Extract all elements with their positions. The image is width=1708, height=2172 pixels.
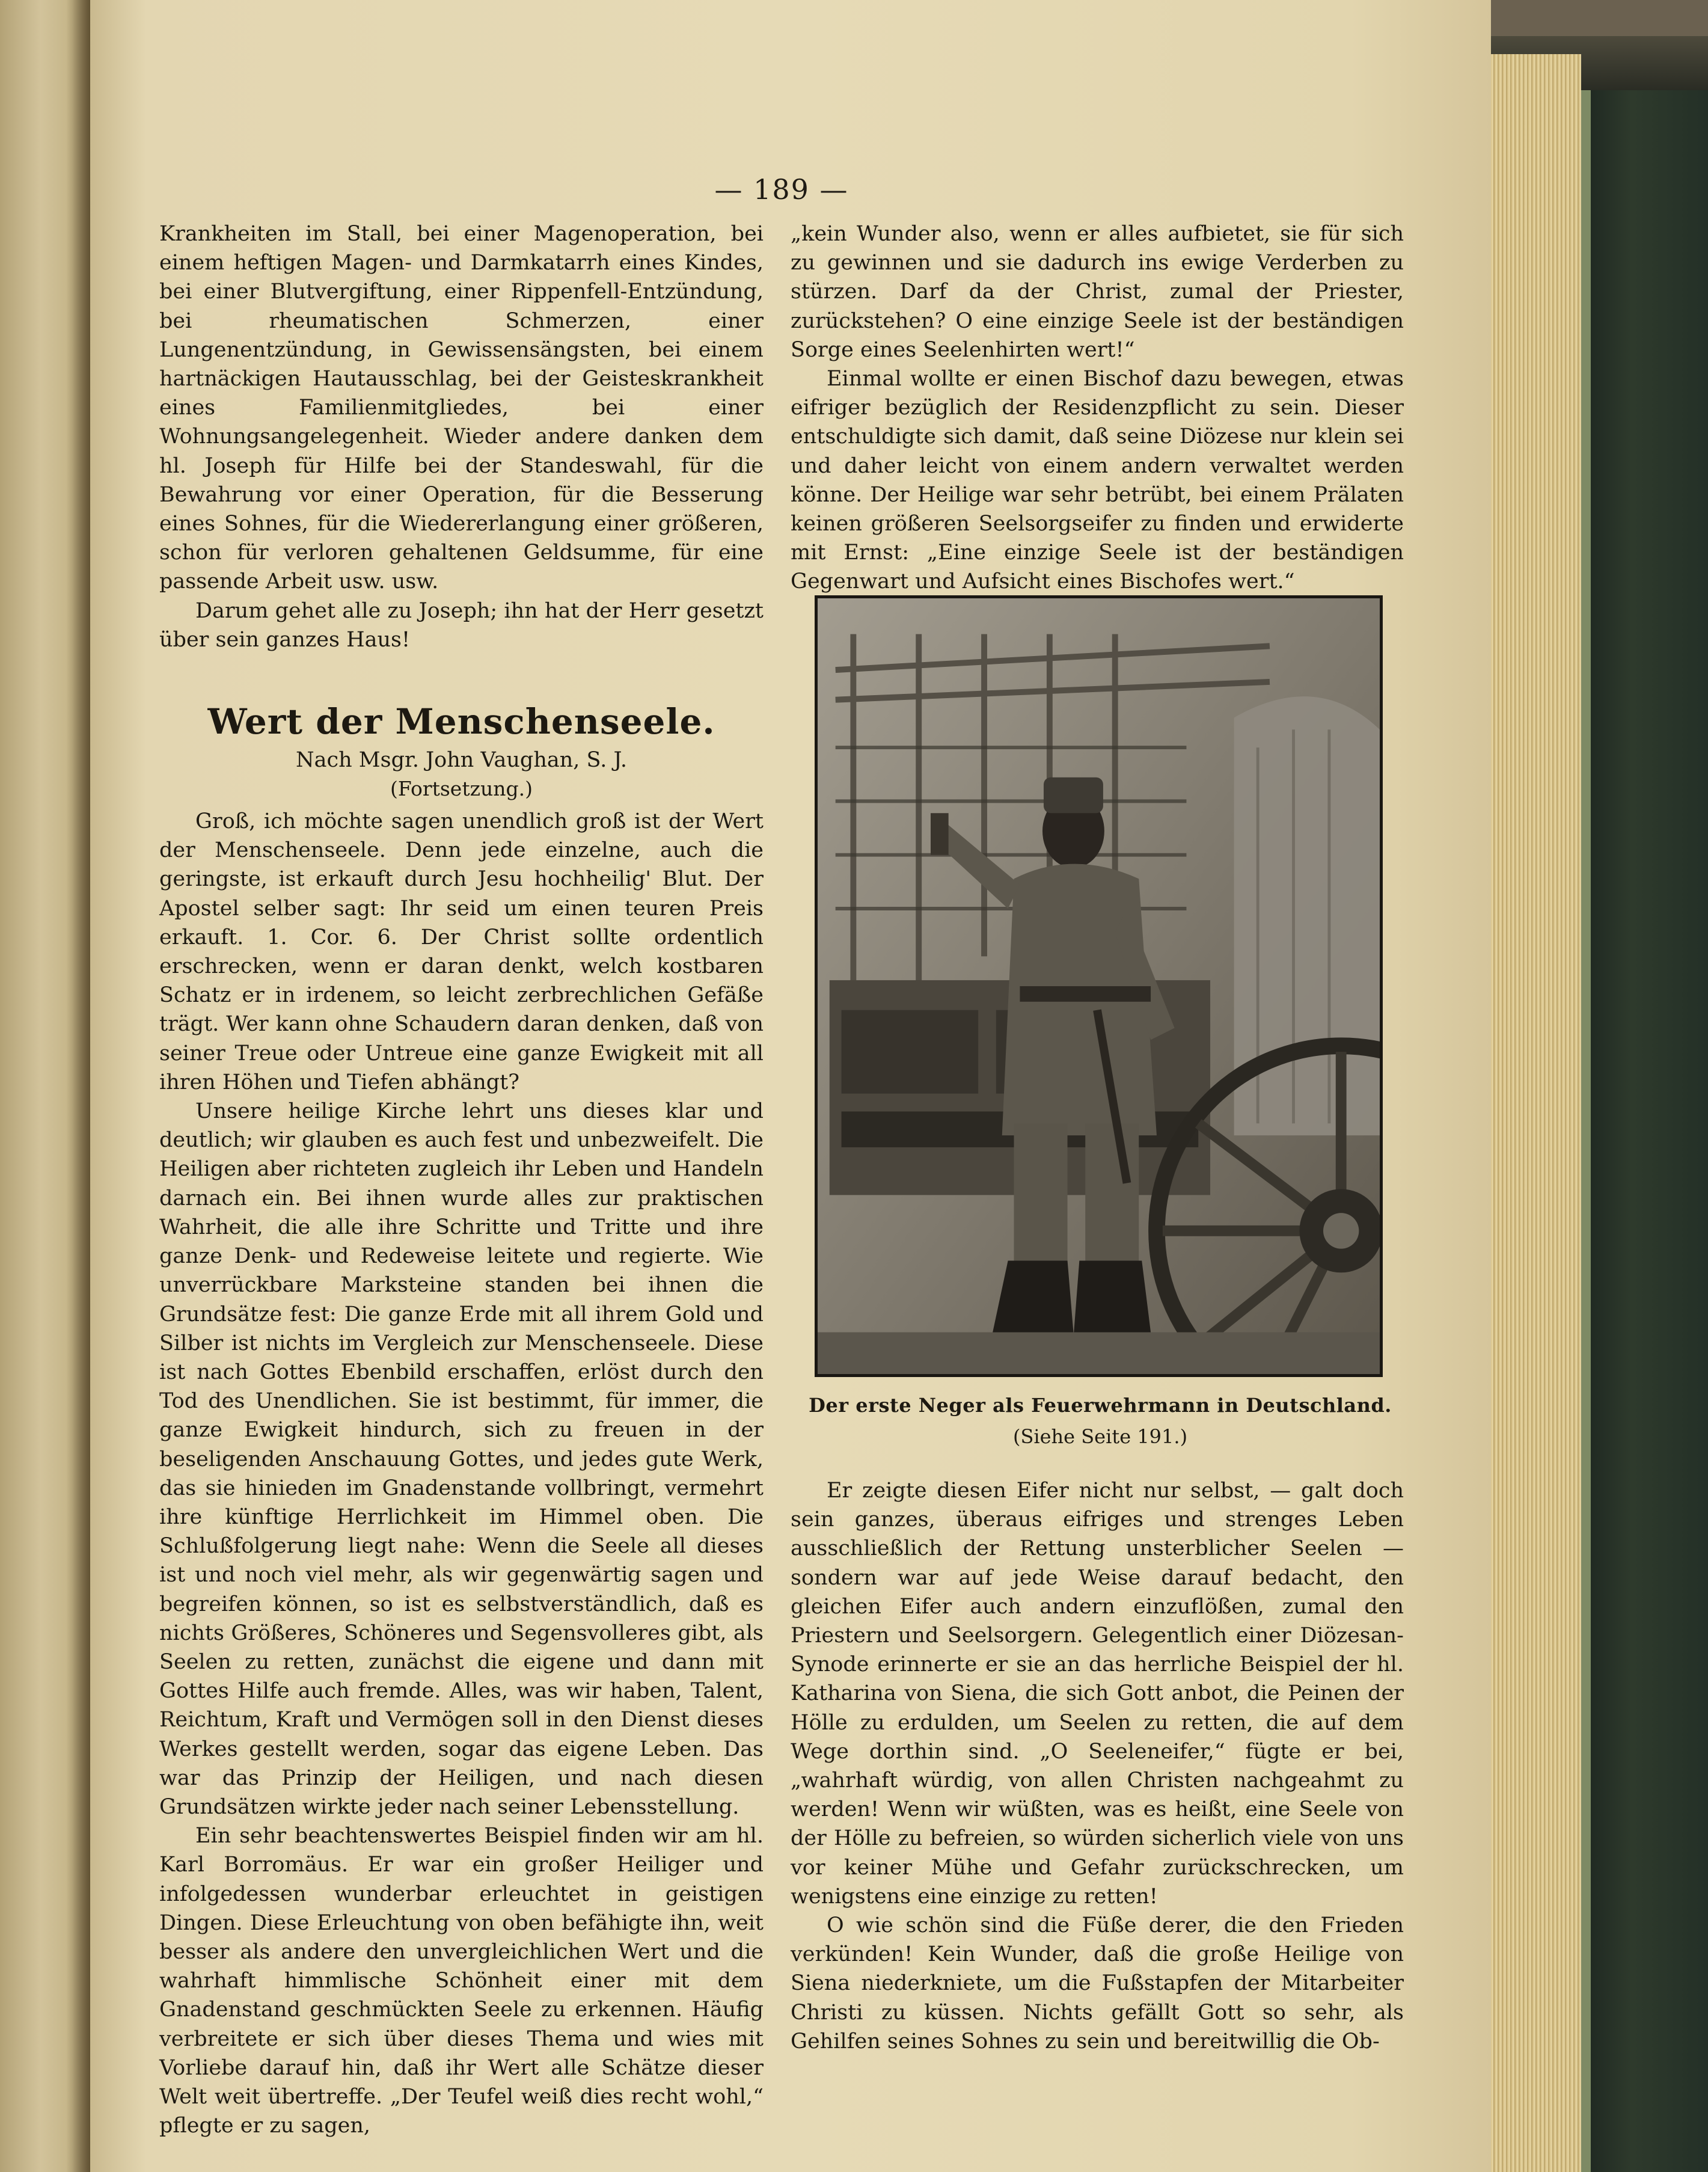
photograph-image — [818, 598, 1380, 1374]
intro-paragraph: Krankheiten im Stall, bei einer Magenoperation, bei einem heftigen Magen- und Darmkatarrh eines Kindes, bei einer Blutvergiftung, einer Rippenfell-Entzündung, bei rheumatischen Schmerzen, einer Lungenentzündung, in Gewissensängsten, bei einem hartnäckigen Hautausschlag, bei der Geisteskrankheit eines Familienmitgliedes, bei einer Wohnungsangelegenheit. Wieder andere danken dem hl. Joseph für Hilfe bei der Standeswahl, für die Bewahrung vor einer Operation, für die Besserung eines Sohnes, für die Wiedererlangung einer größeren, schon für verloren gehaltenen Geldsumme, für eine passende Arbeit usw. usw. — [159, 222, 764, 594]
article-subline: (Fortsetzung.) — [390, 777, 533, 801]
body-paragraph: Einmal wollte er einen Bischof dazu bewegen, etwas eifriger bezüglich der Residenzpflicht zu sein. Dieser entschuldigte sich damit, daß seine Diözese nur klein sei und daher leicht von einem andern verwaltet werden könne. Der Heilige war sehr betrübt, bei einem Prälaten keinen größeren Seelsorgseifer zu finden und erwiderte mit Ernst: „Eine einzige Seele ist der beständigen Gegenwart und Aufsicht eines Bischofes wert.“ — [791, 367, 1404, 594]
page-number: — 189 — — [714, 173, 849, 206]
intro-paragraph: Darum gehet alle zu Joseph; ihn hat der Herr gesetzt über sein ganzes Haus! — [159, 598, 764, 652]
book-cover-edge — [1581, 90, 1708, 2172]
article-title: Wert der Menschenseele. — [207, 701, 715, 743]
body-paragraph: O wie schön sind die Füße derer, die den Frieden verkünden! Kein Wunder, daß die große Heilige von Siena niederkniete, um die Fußstapfen der Mitarbeiter Christi zu küssen. Nichts gefällt Gott so sehr, als Gehilfen seines Sohnes zu sein und bereitwillig die Ob- — [791, 1913, 1404, 2054]
body-paragraph: Ein sehr beachtenswertes Beispiel finden wir am hl. Karl Borromäus. Er war ein großer Heiliger und infolgedessen wunderbar erleuchtet in geistigen Dingen. Diese Erleuchtung von oben befähigte ihn, weit besser als andere den unvergleichlichen Wert und die wahrhaft himmlische Schönheit einer mit dem Gnadenstand geschmückten Seele zu erkennen. Häufig verbreitete er sich über dieses Thema und wies mit Vorliebe darauf hin, daß ihr Wert alle Schätze dieser Welt weit übertreffe. „Der Teufel weiß dies recht wohl,“ pflegte er zu sagen, — [159, 1824, 764, 2138]
body-paragraph: „kein Wunder also, wenn er alles aufbietet, sie für sich zu gewinnen und sie dadurch ins ewige Verderben zu stürzen. Darf da der Christ, zumal der Priester, zurückstehen? O eine einzige Seele ist der beständigen Sorge eines Seelenhirten wert!“ — [791, 222, 1404, 362]
right-column-lower — [791, 1476, 1404, 2056]
body-paragraph: Er zeigte diesen Eifer nicht nur selbst, — galt doch sein ganzes, überaus eifriges und strenges Leben ausschließlich der Rettung unsterblicher Seelen — sondern war auf jede Weise darauf bedacht, den gleichen Eifer auch andern einzuflößen, zumal den Priestern und Seelsorgern. Gelegentlich einer Diözesan-Synode erinnerte er sie an das herrliche Beispiel der hl. Katharina von Siena, die sich Gott anbot, die Peinen der Hölle zu erdulden, um Seelen zu retten, die auf dem Wege dorthin sind. „O Seeleneifer,“ fügte er bei, „wahrhaft würdig, von allen Christen nachgeahmt zu werden! Wenn wir wüßten, was es heißt, eine Seele von der Hölle zu befreien, so würden sicherlich viele von uns vor keiner Mühe und Gefahr zurückschrecken, um wenigstens eine einzige zu retten! — [791, 1479, 1404, 1909]
article-byline: Nach Msgr. John Vaughan, S. J. — [296, 748, 627, 773]
right-column-upper — [791, 219, 1404, 597]
page-fore-edge — [1491, 54, 1581, 2172]
body-paragraph: Groß, ich möchte sagen unendlich groß ist der Wert der Menschenseele. Denn jede einzelne, auch die geringste, ist erkauft durch Jesu hochheilig' Blut. Der Apostel selber sagt: Ihr seid um einen teuren Preis erkauft. 1. Cor. 6. Der Christ sollte ordentlich erschrecken, wenn er daran denkt, welch kostbaren Schatz er in irdenem, so leicht zerbrechlichen Gefäße trägt. Wer kann ohne Schaudern daran denken, daß von seiner Treue oder Untreue eine ganze Ewigkeit mit all ihren Höhen und Tiefen abhängt? — [159, 809, 764, 1094]
photo-caption-note: (Siehe Seite 191.) — [1012, 1425, 1188, 1448]
body-paragraph: Unsere heilige Kirche lehrt uns dieses klar und deutlich; wir glauben es auch fest und unbezweifelt. Die Heiligen aber richteten zugleich ihr Leben und Handeln darnach ein. Bei ihnen wurde alles zur praktischen Wahrheit, die alle ihre Schritte und Tritte und ihre ganze Denk- und Redeweise leitete und regierte. Wie unverrückbare Marksteine standen bei ihnen die Grundsätze fest: Die ganze Erde mit all ihrem Gold und Silber ist nichts im Vergleich zur Menschenseele. Diese ist nach Gottes Ebenbild erschaffen, erlöst durch den Tod des Unendlichen. Sie ist bestimmt, für immer, die ganze Ewigkeit hindurch, sich zu freuen in der beseligenden Anschauung Gottes, und jedes gute Werk, das sie hinieden im Gnadenstande vollbringt, vermehrt ihre künftige Herrlichkeit im Himmel oben. Die Schlußfolgerung liegt nahe: Wenn die Seele all dieses ist und noch viel mehr, als wir gegenwärtig sagen und begreifen können, so ist es selbstverständlich, daß es nichts Größeres, Schöneres und Segensvolleres gibt, als Seelen zu retten, zunächst die eigene und dann mit Gottes Hilfe auch fremde. Alles, was wir haben, Talent, Reichtum, Kraft und Vermögen soll in den Dienst dieses Werkes gestellt werden, sogar das eigene Leben. Das war das Prinzip der Heiligen, und nach diesen Grundsätzen wirkte jeder nach seiner Lebensstellung. — [159, 1099, 764, 1819]
left-column — [159, 219, 764, 2140]
left-page-edge — [0, 0, 90, 2172]
fire-engine-photograph — [815, 595, 1383, 1377]
photo-caption: Der erste Neger als Feuerwehrmann in Deutschland. — [809, 1394, 1392, 1417]
